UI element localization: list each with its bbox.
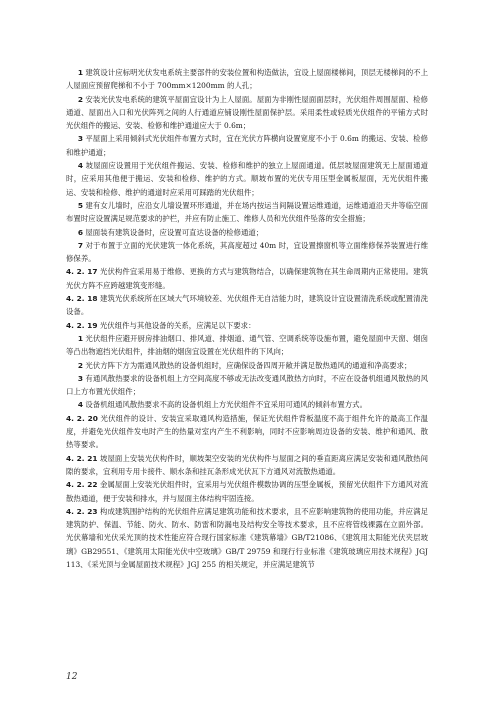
paragraph-number: 5 (77, 200, 83, 210)
list-item (66, 332, 428, 359)
list-item (66, 199, 428, 226)
paragraph-text: 建筑设计应标明光伏发电系统主要部件的安装位置和构造做法，宜设上屋面楼梯间，顶层无楼梯间的不上人屋面应预留爬梯和不小于 700mm×1200mm 的人孔； (66, 68, 428, 91)
paragraph-text: 建有女儿墙时，应沿女儿墙设置环形通道，并在场内按运当间隔设置运维通道，运维通道沿天井等临空面布置时应设置满足规范要求的护栏，并应有防止施工、维修人员和光伏组件坠落的安全措施； (66, 200, 428, 224)
list-item (66, 93, 428, 133)
page-number: 12 (66, 672, 78, 682)
paragraph-number: 3 (77, 373, 83, 383)
list-item (66, 226, 428, 239)
paragraph-text: 安装光伏发电系统的建筑平屋面宜设计为上人屋面。屋面为非刚性屋面面层时，光伏组件周围屋面、检修通道、屋面出入口和光伏阵列之间的人行通道应铺设刚性屋面保护层。采用柔性或轻质光伏组件的平铺方式时光伏组件的搬运、安装、检修和维护通道应大于 0.6m； (66, 94, 428, 131)
paragraph-number: 1 (77, 333, 83, 343)
paragraph-number: 4 (77, 400, 83, 410)
list-item (66, 372, 428, 399)
paragraph-number: 3 (77, 134, 83, 144)
paragraph-number: 2 (77, 360, 83, 370)
section-paragraph (66, 292, 428, 319)
paragraph-text: 光伏组件应避开厨房排油烟口、排风道、排烟道、通气管、空调系统等设施布置，避免屋面中天窗、烟囱等凸出物遮挡光伏组件，排油烟的烟囱宜设置在光伏组件的下风向； (66, 333, 428, 357)
paragraph-text: 光伏组件与其他设备的关系，应满足以下要求： (99, 320, 256, 330)
list-item (66, 359, 428, 372)
paragraph-text: 对于布置于立面的光伏建筑一体化系统，其高度超过 40m 时，宜设置擦窗机等立面维修保养装置进行维修保养。 (66, 240, 428, 264)
paragraph-number: 1 (77, 68, 83, 77)
list-item (66, 239, 428, 266)
body-text (66, 66, 428, 571)
section-paragraph (66, 412, 428, 452)
paragraph-number: 4. 2. 18 (66, 294, 98, 304)
list-item (66, 66, 428, 93)
paragraph-number: 4. 2. 23 (66, 506, 98, 516)
section-paragraph (66, 452, 428, 479)
paragraph-text: 光伏组件的设计、安装宜采取通风构造措施，保证光伏组件背板温度不高于组件允许的最高工作温度，并避免光伏组件发电时产生的热量对室内产生不利影响，同时不应影响周边设备的安装、维护和通风、散热等要求。 (66, 413, 428, 450)
list-item (66, 132, 428, 159)
paragraph-text: 坡屋面应设置用于光伏组件搬运、安装、检修和维护的独立上屋面通道。低层坡屋面建筑无上屋面通道时，应采用其他便于搬运、安装和检修、维护的方式。顺坡布置的光伏专用压型金属板屋面，无光伏组件搬运、安装和检修、维护的通道时应采用可踩踏的光伏组件； (66, 161, 428, 197)
paragraph-number: 4. 2. 20 (66, 413, 98, 423)
paragraph-text: 光伏方阵下方为需通风散热的设备机组时，应确保设备四周开敞并满足散热通风的通道和净高要求； (85, 360, 412, 370)
paragraph-number: 4. 2. 17 (66, 267, 98, 277)
list-item (66, 159, 428, 199)
paragraph-number: 4. 2. 22 (66, 480, 98, 490)
paragraph-text: 金属屋面上安装光伏组件时，宜采用与光伏组件模数协调的压型金属板，预留光伏组件下方通风对流散热通道，便于安装和排水，并与屋面主体结构牢固连接。 (66, 480, 429, 503)
paragraph-number: 4 (77, 161, 83, 171)
paragraph-text: 设备机组通风散热要求不高的设备机组上方光伏组件不宜采用可通风的倾斜布置方式。 (85, 400, 367, 410)
list-item (66, 398, 428, 411)
section-paragraph (66, 478, 428, 505)
section-paragraph (66, 505, 428, 571)
paragraph-number: 4. 2. 21 (66, 453, 98, 463)
paragraph-text: 有通风散热要求的设备机组上方空间高度不够或无法改变通风散热方向时，不应在设备机组通风散热的风口上方布置光伏组件； (66, 373, 428, 397)
paragraph-number: 4. 2. 19 (66, 320, 98, 330)
paragraph-text: 建筑光伏系统所在区域大气环境较差、光伏组件无自洁能力时，建筑设计宜设置清洗系统或配置清洗设备。 (66, 294, 429, 317)
paragraph-number: 6 (77, 227, 83, 237)
paragraph-text: 平屋面上采用倾斜式光伏组件布置方式时，宜在光伏方阵横向设置宽度不小于 0.6m 的搬运、安装、检修和维护通道； (66, 134, 428, 157)
paragraph-text: 光伏构件宜采用易于维修、更换的方式与建筑物结合，以确保建筑物在其生命周期内正常使用。建筑光伏方阵不应跨越建筑变形缝。 (66, 267, 429, 290)
section-paragraph (66, 319, 428, 332)
paragraph-text: 屋面装有建筑设备时，应设置可直达设备的检修通道； (85, 227, 264, 237)
section-paragraph (66, 265, 428, 292)
paragraph-number: 7 (77, 240, 83, 250)
paragraph-text: 构成建筑围护结构的光伏组件应满足建筑功能和技术要求，且不应影响建筑物的使用功能，并应满足建筑防护、保温、节能、防火、防水、防雷和防漏电及结构安全等技术要求，且不应将管线裸露在立面外部。光伏幕墙和光伏采光顶的技术性能应符合现行国家标准《建筑幕墙》GB/T21086、《建筑用太阳能光伏夹层玻璃》GB29551、《建筑用太阳能光伏中空玻璃》GB/T 29759 和现行行业标准《建筑玻璃应用技术规程》JGJ 113、《采光顶与金属屋面技术规程》JGJ 255 的相关规定，并应满足建筑节 (66, 506, 429, 569)
paragraph-text: 坡屋面上安装光伏构件时，顺坡架空安装的光伏构件与屋面之间的垂直距离应满足安装和通风散热间隙的要求，宜利用专用卡接件、顺水条和挂瓦条形成光伏瓦下方通风对流散热通道。 (66, 453, 429, 476)
paragraph-number: 2 (77, 94, 83, 104)
